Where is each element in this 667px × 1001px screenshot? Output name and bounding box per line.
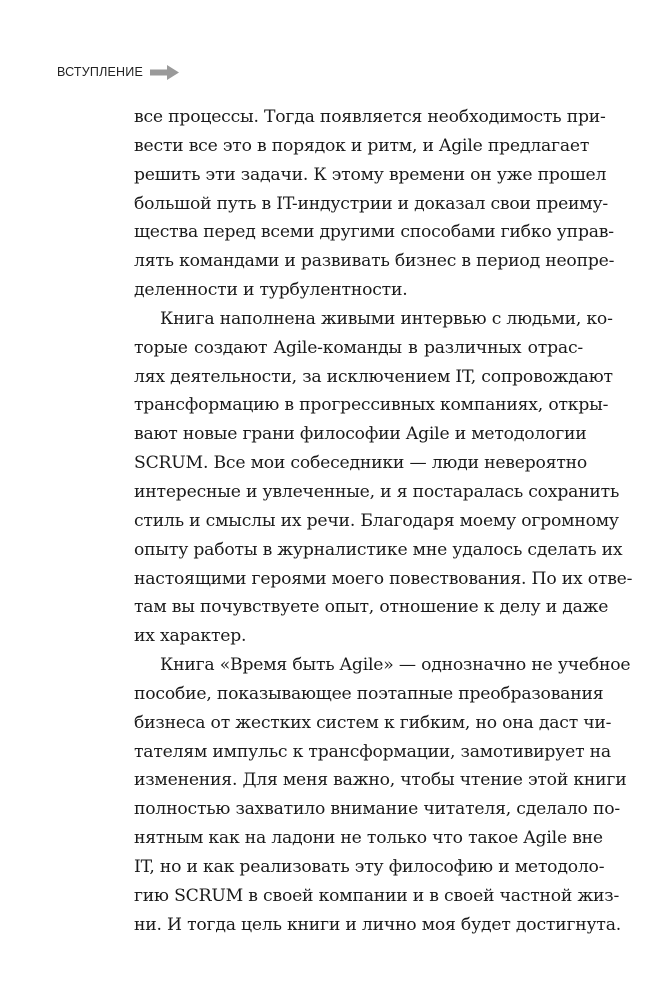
text-line: их характер. [134,626,247,647]
text-line: нятным как на ладони не только что такое Agile вне [134,828,603,849]
body-text [134,103,633,939]
text-line: изменения. Для меня важно, чтобы чтение этой книги [134,770,627,791]
text-line: вести все это в порядок и ритм, и Agile предлагает [134,135,590,156]
arrow-right-icon [150,65,179,80]
text-line: Книга наполнена живыми интервью с людьми, ко- [160,308,613,329]
text-line: полностью захватило внимание читателя, сделало по- [134,799,620,820]
running-header [57,63,179,81]
text-line: трансформацию в прогрессивных компаниях, откры- [134,395,609,416]
text-line: ни. И тогда цель книги и лично моя будет достигнута. [134,914,622,935]
section-title: ВСТУПЛЕНИЕ [57,65,143,79]
text-line: вают новые грани философии Agile и методологии [134,424,587,445]
text-line: пособие, показывающее поэтапные преобразования [134,683,604,704]
text-line: опыту работы в журналистике мне удалось сделать их [134,539,623,560]
text-line: торые создают Agile-команды в различных отрас- [134,337,583,358]
text-line: настоящими героями моего повествования. По их отве- [134,568,633,589]
text-line: тателям импульс к трансформации, замотивирует на [134,741,611,762]
text-line: щества перед всеми другими способами гибко управ- [134,222,614,243]
text-line: SCRUM. Все мои собеседники — люди невероятно [134,453,588,474]
text-line: IT, но и как реализовать эту философию и методоло- [134,856,605,877]
text-line: интересные и увлеченные, и я постаралась сохранить [134,481,620,502]
text-line: все процессы. Тогда появляется необходимость при- [134,107,606,127]
paragraph [134,651,631,939]
text-line: там вы почувствуете опыт, отношение к делу и даже [134,597,609,618]
text-line: Книга «Время быть Agile» — однозначно не учебное [160,655,631,676]
text-line: лях деятельности, за исключением IT, сопровождают [134,366,613,387]
text-line: решить эти задачи. К этому времени он уже прошел [134,164,607,185]
paragraph [134,305,633,651]
text-line: бизнеса от жестких систем к гибким, но она даст чи- [134,712,612,733]
paragraph [134,103,615,305]
text-line: стиль и смыслы их речи. Благодаря моему огромному [134,510,619,531]
text-line: лять командами и развивать бизнес в период неопре- [134,251,615,272]
text-line: большой путь в IT-индустрии и доказал свои преиму- [134,193,609,214]
text-line: гию SCRUM в своей компании и в своей частной жиз- [134,885,620,906]
text-line: деленности и турбулентности. [134,280,408,301]
